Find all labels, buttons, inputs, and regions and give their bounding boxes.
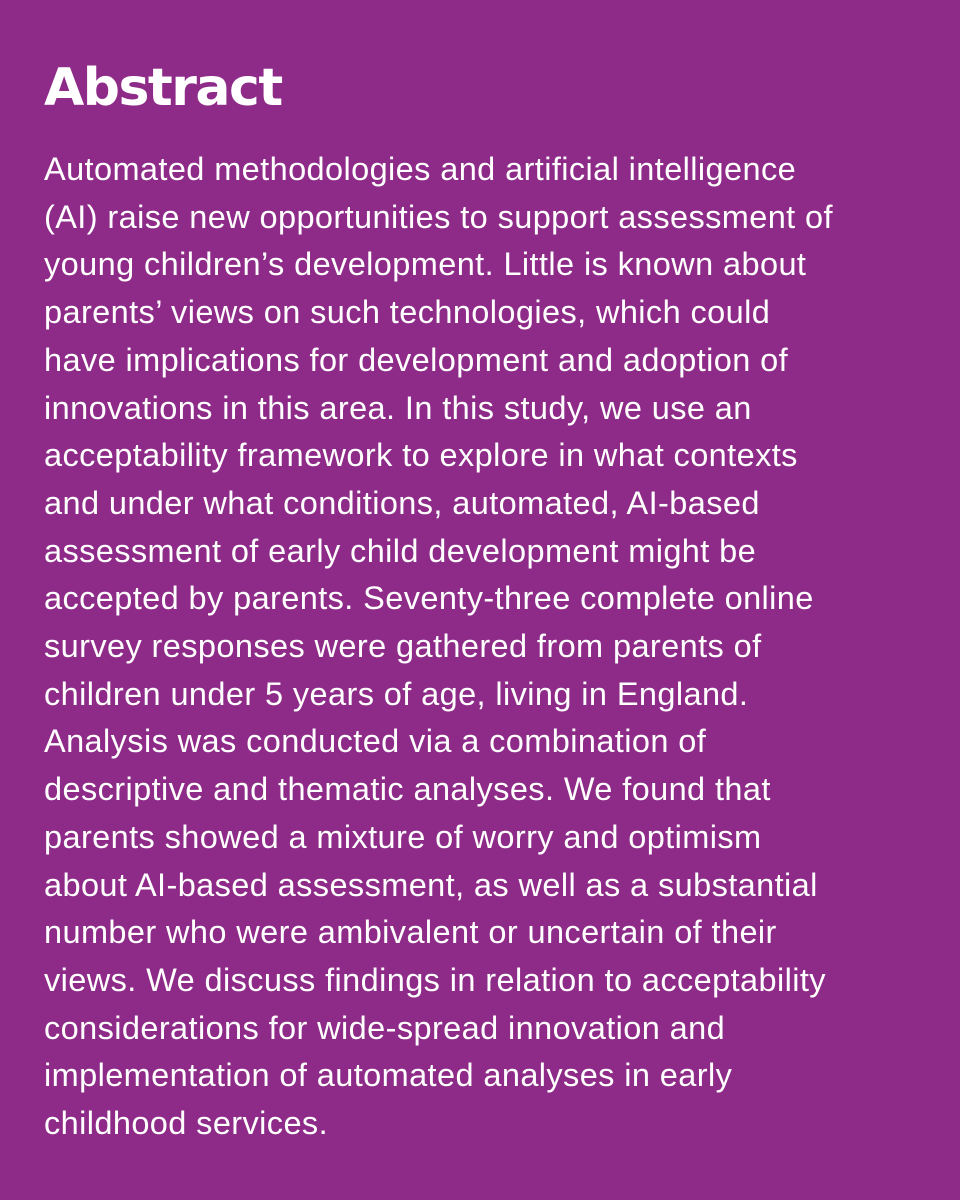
abstract-line: have implications for development and adoption of	[44, 341, 789, 378]
abstract-line: Analysis was conducted via a combination of	[44, 723, 707, 760]
abstract-heading: Abstract	[44, 58, 282, 118]
abstract-line: (AI) raise new opportunities to support assessment of	[44, 198, 833, 235]
abstract-line: number who were ambivalent or uncertain of their	[44, 914, 777, 951]
abstract-line: parents showed a mixture of worry and optimism	[44, 818, 762, 855]
abstract-line: survey responses were gathered from parents of	[44, 628, 762, 665]
abstract-line: parents’ views on such technologies, which could	[44, 294, 771, 331]
abstract-body	[44, 146, 930, 1148]
abstract-line: accepted by parents. Seventy-three complete online	[44, 580, 814, 617]
abstract-line: views. We discuss findings in relation to acceptability	[44, 961, 826, 998]
abstract-line: about AI-based assessment, as well as a substantial	[44, 866, 818, 903]
abstract-line: assessment of early child development might be	[44, 532, 757, 569]
abstract-line: childhood services.	[44, 1105, 328, 1142]
abstract-line: descriptive and thematic analyses. We found that	[44, 771, 771, 808]
abstract-line: Automated methodologies and artificial intelligence	[44, 151, 797, 187]
abstract-line: acceptability framework to explore in what contexts	[44, 437, 798, 474]
abstract-line: children under 5 years of age, living in England.	[44, 675, 749, 712]
abstract-line: considerations for wide-spread innovation and	[44, 1009, 726, 1046]
abstract-line: and under what conditions, automated, AI-based	[44, 484, 760, 521]
abstract-line: young children’s development. Little is known about	[44, 246, 807, 283]
abstract-line: implementation of automated analyses in early	[44, 1057, 733, 1094]
abstract-line: innovations in this area. In this study, we use an	[44, 389, 752, 426]
